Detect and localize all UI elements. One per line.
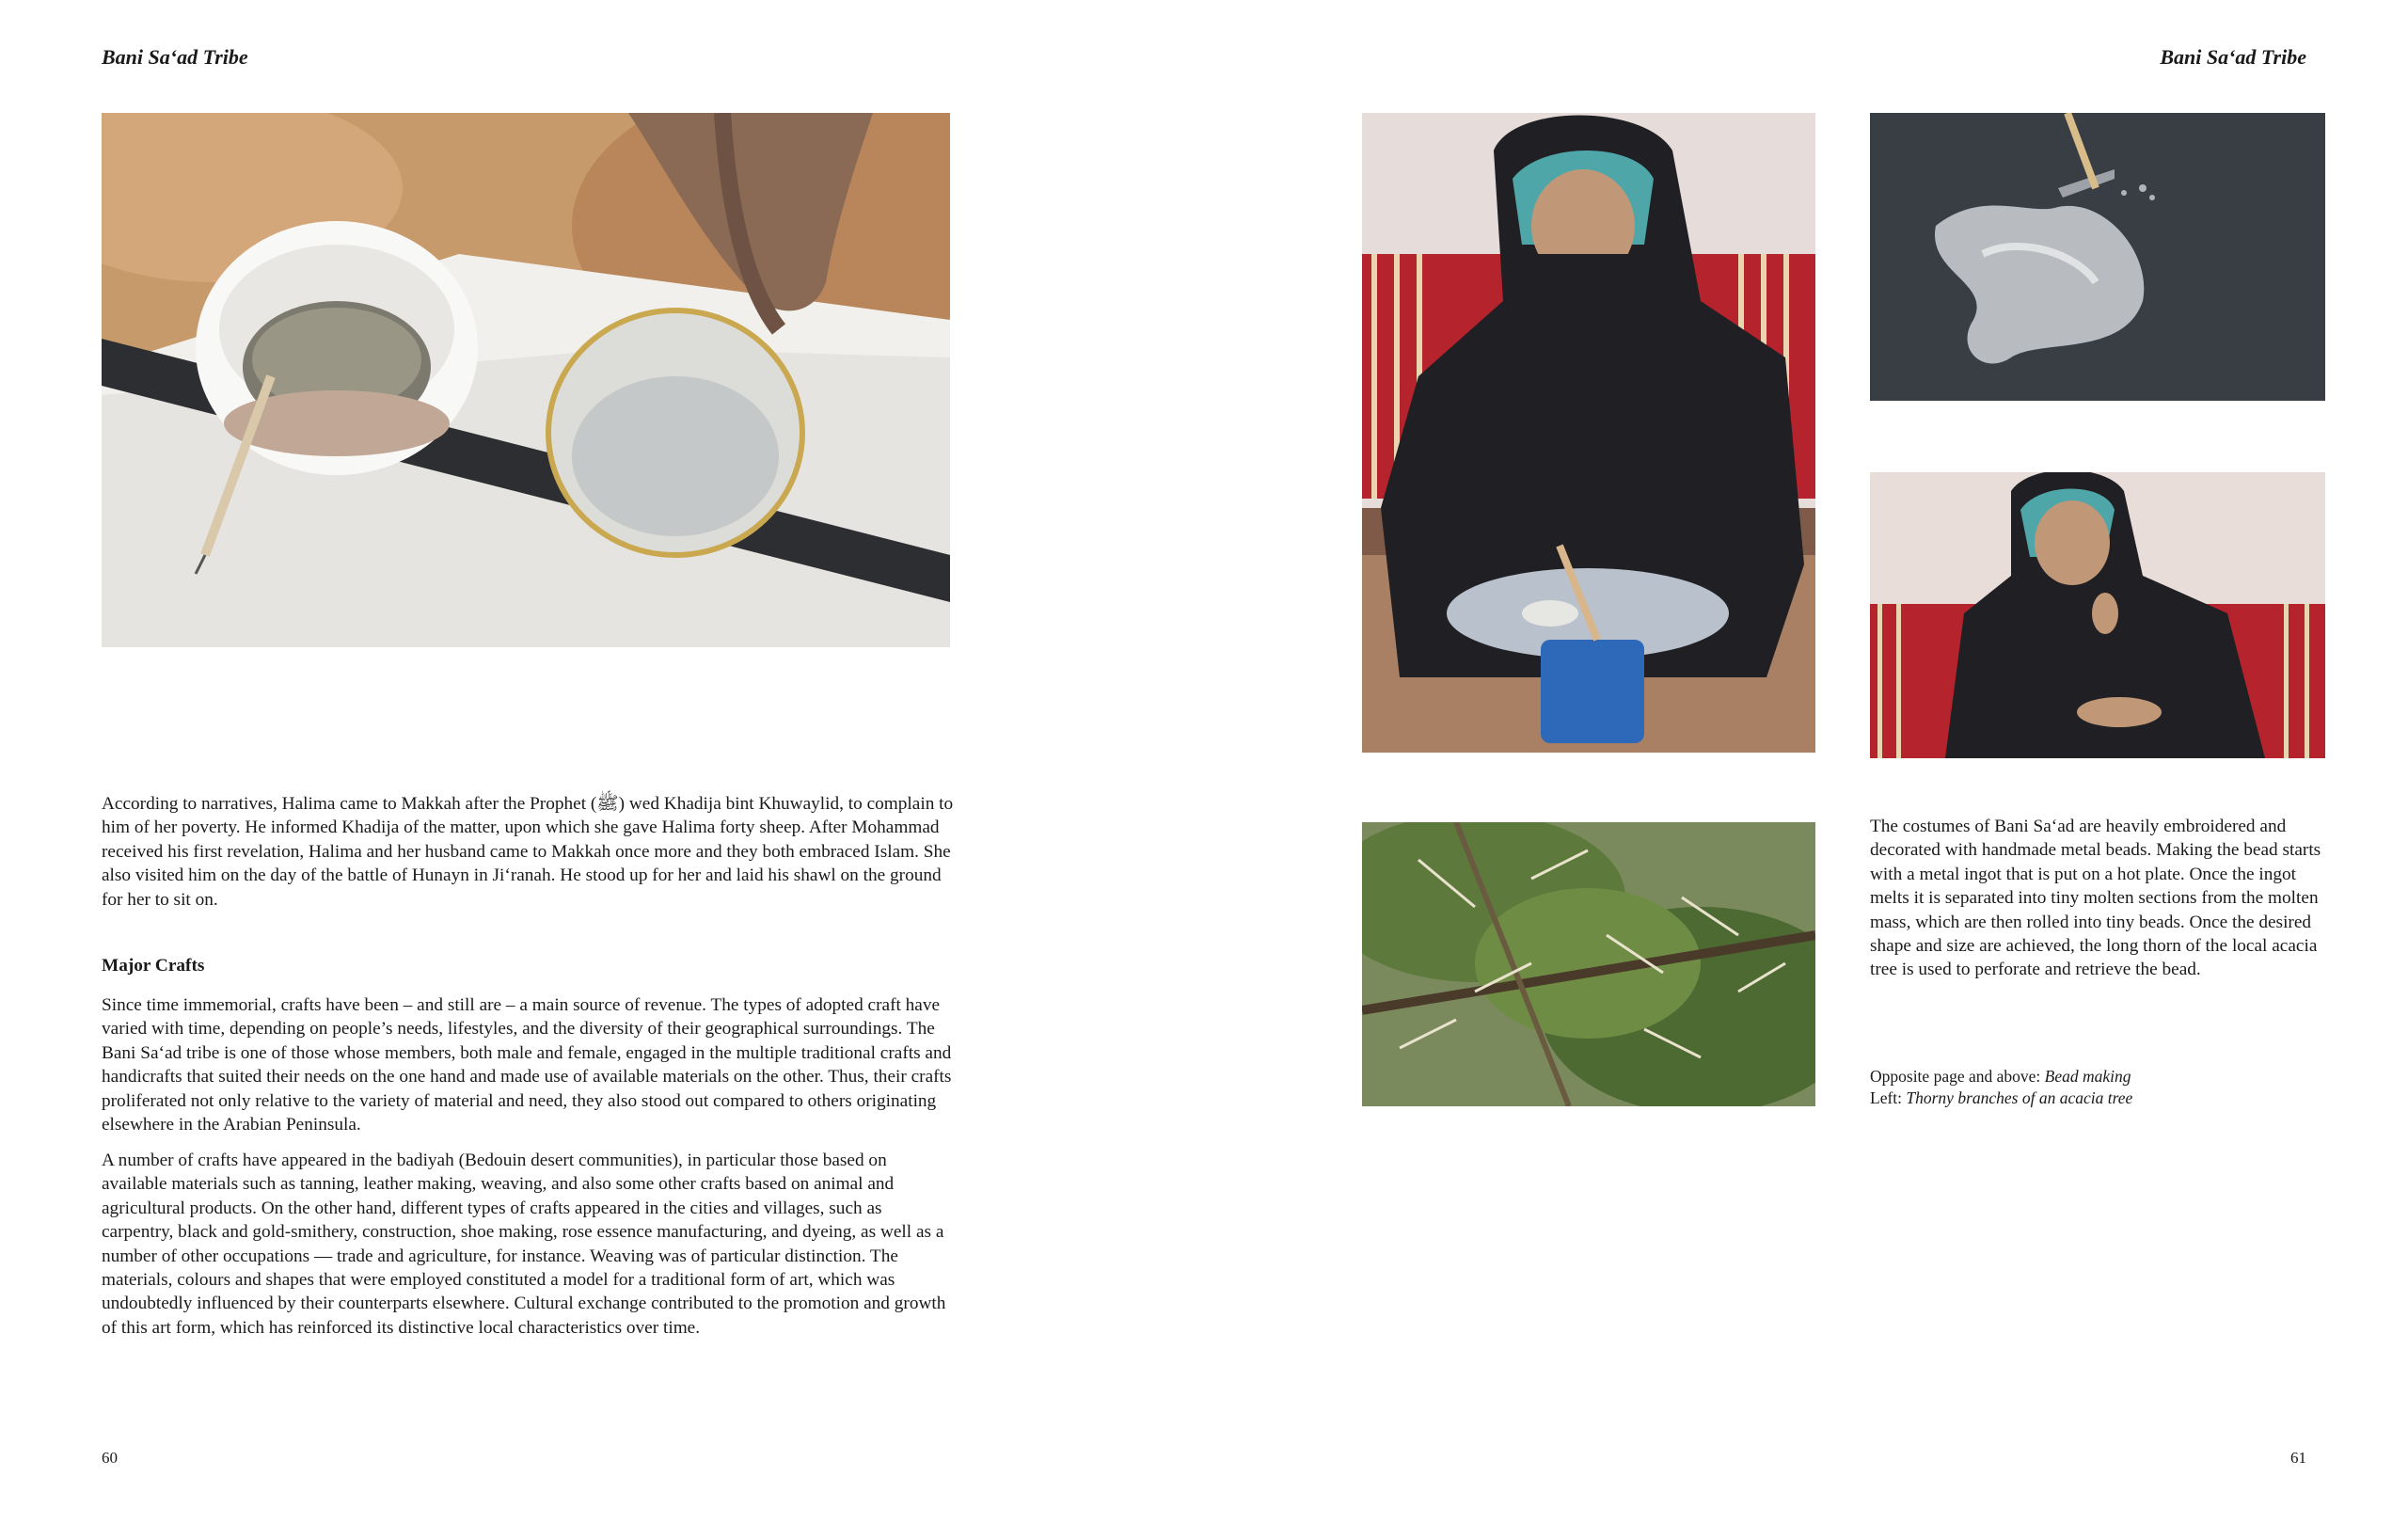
- paragraph-halima: According to narratives, Halima came to Makkah after the Prophet (ﷺ) wed Khadija bint Khuwaylid, to complain to him of her poverty. He informed Khadija of the matter, upon which she gave Halima forty sheep. After Mohammad received his first revelation, Halima and her husband came to Makkah once more and they both embraced Islam. She also visited him on the day of the battle of Hunayn in Ji‘ranah. He stood up for her and laid his shawl on the ground for her to sit on.: [102, 794, 954, 910]
- paragraph-bead-making: The costumes of Bani Sa‘ad are heavily embroidered and decorated with handmade metal beads. Making the bead starts with a metal ingot that is put on a hot plate. Once the ingot melts it is separated into tiny molten sections from the molten mass, which are then rolled into tiny beads. Once the desired shape and size are achieved, the long thorn of the local acacia tree is used to perforate and retrieve the bead.: [1870, 817, 2321, 980]
- photo-woman-rolling-bead: [1870, 472, 2325, 758]
- caption-label: Opposite page and above:: [1870, 1067, 2045, 1086]
- photo-caption: [1870, 1066, 2333, 1109]
- running-head: Bani Sa‘ad Tribe: [102, 45, 248, 69]
- paragraph-crafts-revenue: Since time immemorial, crafts have been – and still are – a main source of revenue. The types of adopted craft have varied with time, depending on people’s needs, lifestyles, and the diversity of their geographical surroundings. The Bani Sa‘ad tribe is one of those whose members, both male and female, engaged in the multiple traditional crafts and handicrafts that suited their needs on the one hand and made use of available materials on the other. Thus, their crafts proliferated not only relative to the variety of material and need, they also stood out compared to others originating elsewhere in the Arabian Peninsula.: [102, 995, 952, 1135]
- caption-line-acacia: [1870, 1087, 2333, 1109]
- photo-woman-hot-plate: [1362, 113, 1815, 753]
- page-number: 60: [102, 1449, 118, 1467]
- caption-line-bead-making: [1870, 1066, 2333, 1087]
- photo-molten-metal: [1870, 113, 2325, 401]
- running-head: Bani Sa‘ad Tribe: [2160, 45, 2306, 69]
- caption-label: Left:: [1870, 1088, 1907, 1107]
- right-page: [1204, 0, 2408, 1524]
- caption-text: Thorny branches of an acacia tree: [1906, 1088, 2133, 1107]
- photo-beads-and-water-glass: [102, 113, 950, 647]
- paragraph-badiyah-crafts: A number of crafts have appeared in the badiyah (Bedouin desert communities), in particular those based on available materials such as tanning, leather making, weaving, and also some other crafts based on animal and agricultural products. On the other hand, different types of crafts appeared in the cities and villages, such as carpentry, black and gold-smithery, construction, shoe making, rose essence manufacturing, and dyeing, as well as a number of other occupations — trade and agriculture, for instance. Weaving was of particular distinction. The materials, colours and shapes that were employed constituted a model for a traditional form of art, which was undoubtedly influenced by their counterparts elsewhere. Cultural exchange contributed to the promotion and growth of this art form, which has reinforced its distinctive local characteristics over time.: [102, 1151, 946, 1338]
- caption-text: Bead making: [2044, 1067, 2131, 1086]
- photo-acacia-thorns: [1362, 822, 1815, 1106]
- section-heading-major-crafts: Major Crafts: [102, 956, 205, 976]
- page-number: 61: [2290, 1449, 2306, 1467]
